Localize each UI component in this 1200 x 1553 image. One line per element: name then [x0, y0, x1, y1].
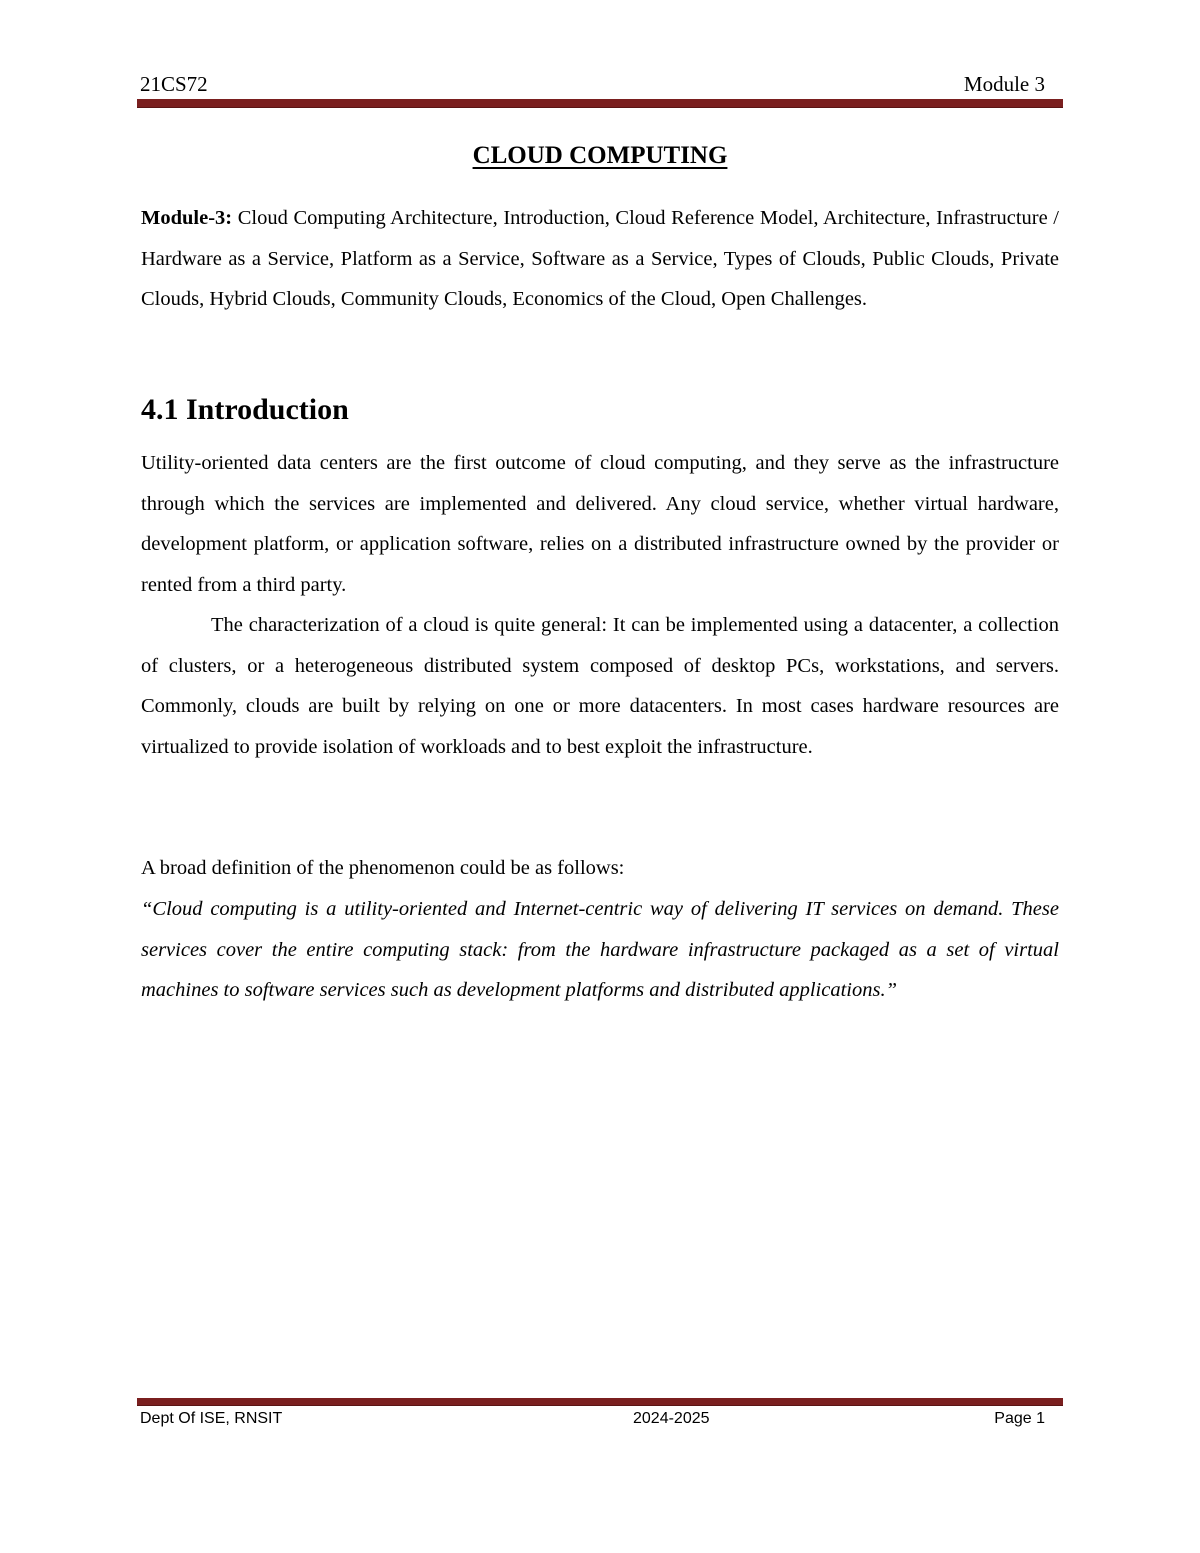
page-header [140, 72, 1045, 98]
footer-department: Dept Of ISE, RNSIT [140, 1410, 283, 1427]
course-code: 21CS72 [140, 72, 208, 96]
module-label: Module 3 [963, 72, 1045, 96]
footer-rule [137, 1398, 1063, 1406]
definition-quote: “Cloud computing is a utility-oriented and Internet-centric way of delivering IT services on demand. These services cover the entire computing stack: from the hardware infrastructure packaged as a set of virtual machines to software services such as development platforms and distributed applications.” [141, 898, 1059, 1002]
module-summary-text: Cloud Computing Architecture, Introduction, Cloud Reference Model, Architecture, Infrastructure / Hardware as a Service, Platform as a Service, Software as a Service, Types of Clouds, Public Clouds, Private Clouds, Hybrid Clouds, Community Clouds, Economics of the Cloud, Open Challenges. [141, 207, 1059, 311]
section-heading: 4.1 Introduction [141, 393, 349, 426]
page-footer [140, 1410, 1045, 1432]
footer-page-number: Page 1 [994, 1410, 1045, 1427]
module-summary [141, 198, 1059, 320]
paragraph-intro: Utility-oriented data centers are the first outcome of cloud computing, and they serve as the infrastructure through which the services are implemented and delivered. Any cloud service, whether virtual hardware, development platform, or application software, relies on a distributed infrastructure owned by the provider or rented from a third party. [141, 452, 1059, 596]
document-title: CLOUD COMPUTING [472, 142, 728, 169]
header-rule [137, 99, 1063, 108]
module-summary-label: Module-3: [141, 207, 233, 229]
paragraph-characterization: The characterization of a cloud is quite general: It can be implemented using a datacenter, a collection of clusters, or a heterogeneous distributed system composed of desktop PCs, workstations, and servers. Commonly, clouds are built by relying on one or more datacenters. In most cases hardware resources are virtualized to provide isolation of workloads and to best exploit the infrastructure. [141, 614, 1085, 758]
footer-year: 2024-2025 [633, 1410, 710, 1427]
definition-intro: A broad definition of the phenomenon could be as follows: [141, 857, 625, 879]
